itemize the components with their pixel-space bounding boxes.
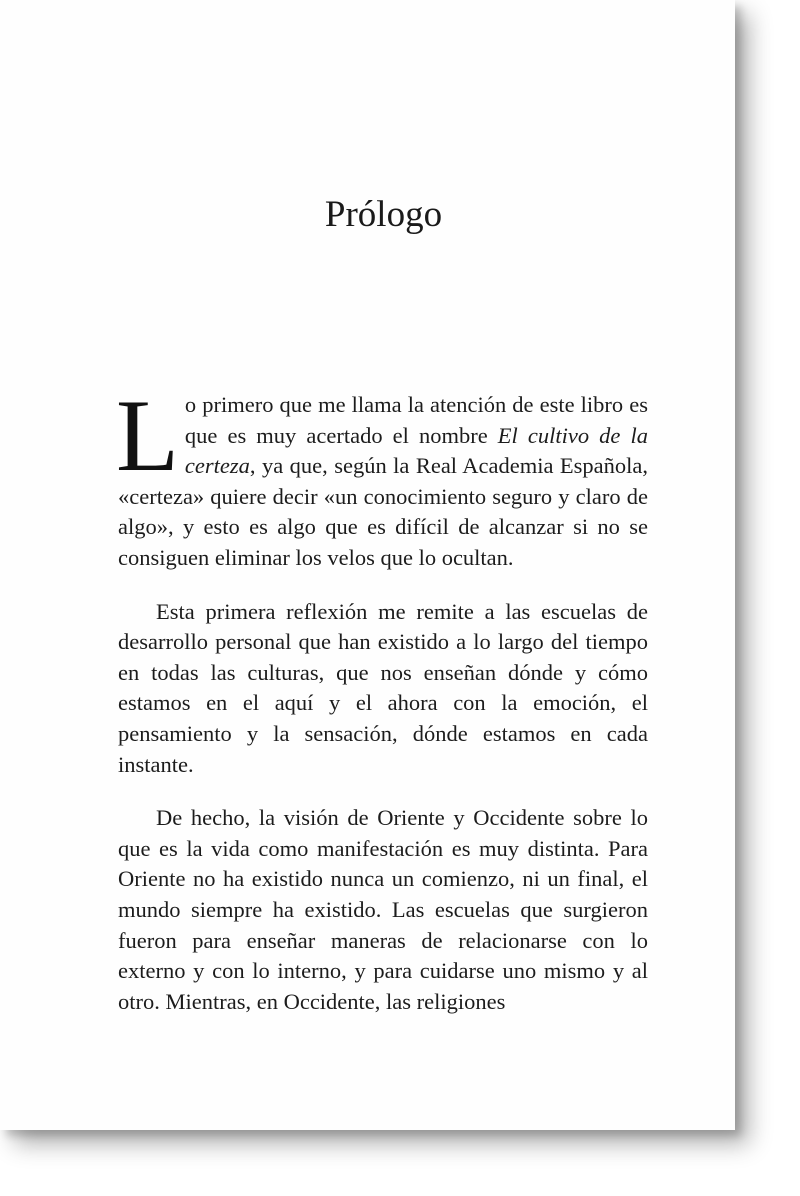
- paragraph-1-text-end: , ya que, según la Real Academia Española, «certeza» quiere decir «un conocimiento seguro y claro de algo», y esto es algo que es difícil de alcanzar si no se consiguen eliminar los velos que lo ocultan.: [118, 453, 648, 570]
- body-text: [116, 379, 648, 1040]
- paragraph-2: Esta primera reflexión me remite a las escuelas de desarrollo personal que han existido a lo largo del tiempo en todas las culturas, que nos enseñan dónde y cómo estamos en el aquí y el ahora con la emoción, el pensamiento y la sensación, dónde estamos en cada instante.: [118, 598, 648, 777]
- drop-cap: L: [116, 379, 179, 493]
- chapter-title: Prólogo: [324, 194, 443, 235]
- paragraph-1-text-start: o primero que me llama la atención de este libro es que es muy acertado el nombre: [184, 392, 648, 448]
- paragraph-1: [116, 379, 648, 574]
- paragraph-3: De hecho, la visión de Oriente y Occidente sobre lo que es la vida como manifestación es muy distinta. Para Oriente no ha existido nunca un comienzo, ni un final, el mundo siempre ha existido. Las escuelas que surgieron fueron para enseñar maneras de relacionarse con lo externo y con lo interno, y para cuidarse uno mismo y al otro. Mientras, en Occidente, las religiones: [118, 805, 648, 1014]
- book-title-italic: El cultivo de la certeza: [184, 422, 648, 479]
